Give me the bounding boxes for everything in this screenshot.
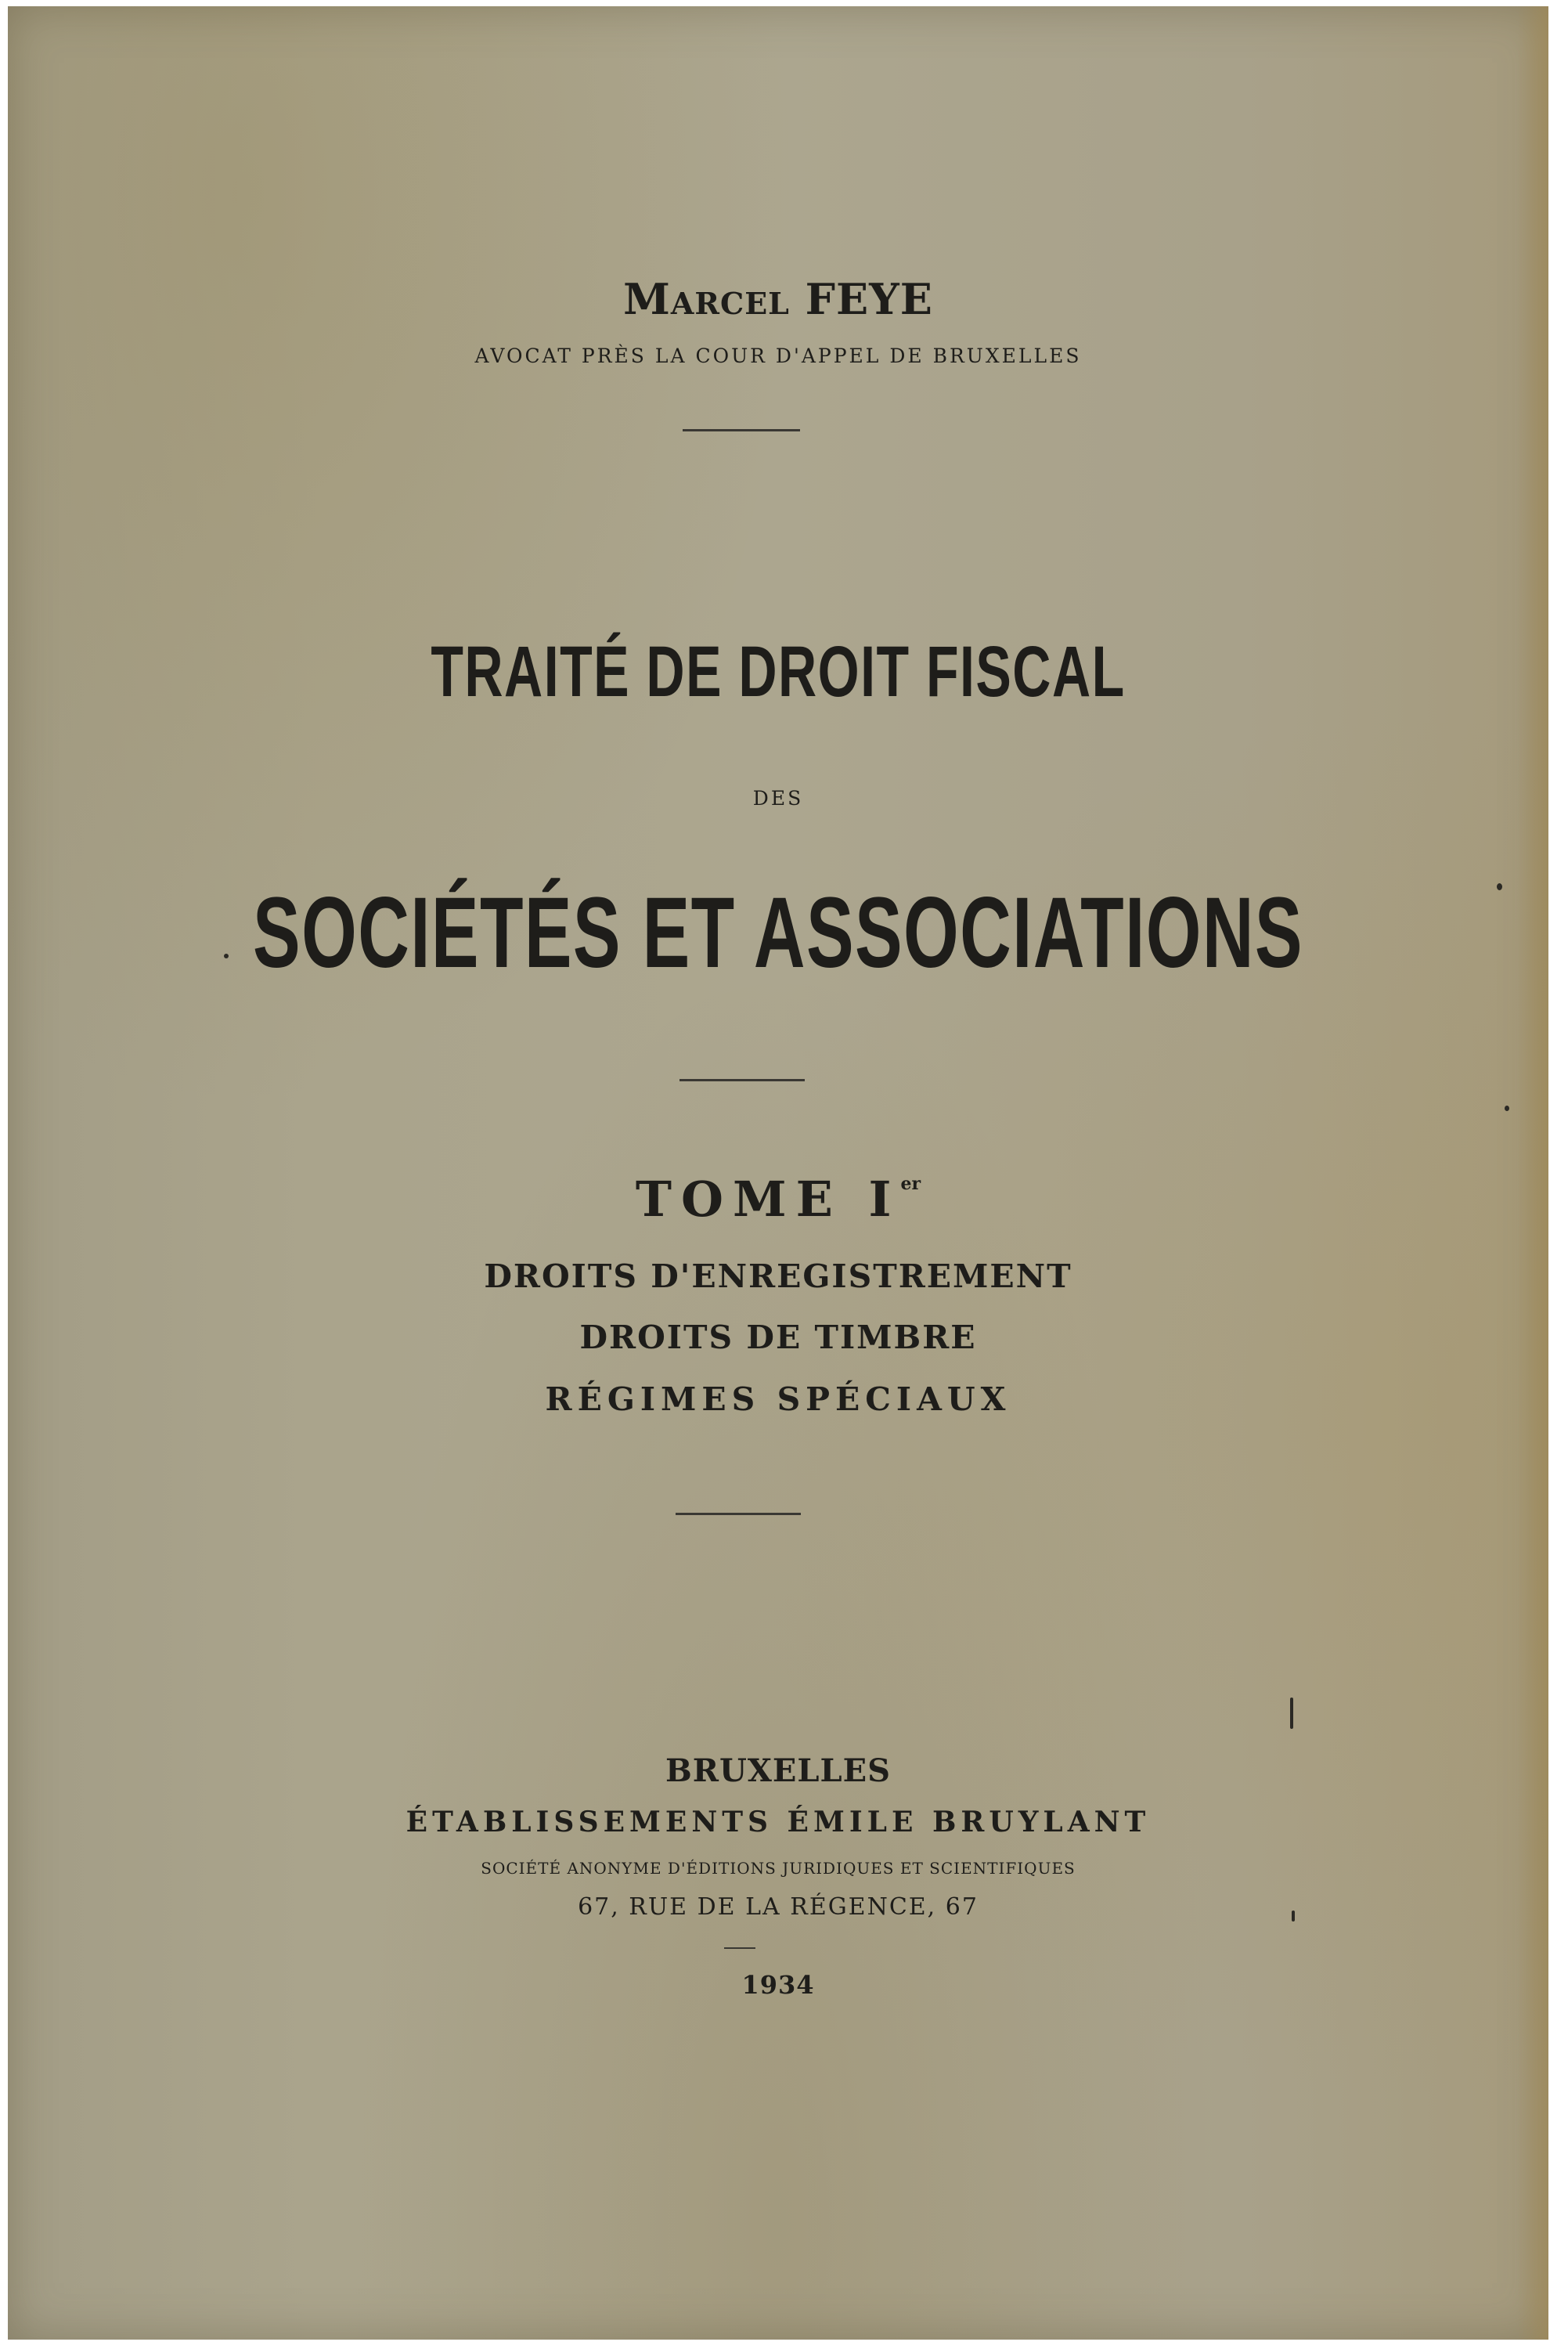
divider-rule xyxy=(679,1079,805,1081)
divider-rule xyxy=(683,429,800,431)
volume-tome-suffix: er xyxy=(900,1174,921,1194)
title-line-1: TRAITÉ DE DROIT FISCAL xyxy=(431,632,1126,712)
imprint-city: BRUXELLES xyxy=(665,1752,892,1789)
imprint-publisher: ÉTABLISSEMENTS ÉMILE BRUYLANT xyxy=(406,1806,1151,1838)
paper-speck xyxy=(1290,1698,1293,1729)
volume-tome: TOME I xyxy=(635,1171,901,1228)
volume-subject: DROITS DE TIMBRE xyxy=(579,1319,977,1356)
paper-speck xyxy=(1497,883,1502,890)
imprint-year: 1934 xyxy=(741,1970,815,2000)
imprint-description: SOCIÉTÉ ANONYME D'ÉDITIONS JURIDIQUES ET SCIENTIFIQUES xyxy=(481,1859,1076,1878)
paper-speck xyxy=(1292,1911,1295,1921)
cover-content xyxy=(8,6,1548,2340)
title-line-2: SOCIÉTÉS ET ASSOCIATIONS xyxy=(253,877,1303,989)
paper-speck xyxy=(224,954,229,958)
paper-speck xyxy=(1505,1106,1509,1111)
author-role: AVOCAT PRÈS LA COUR D'APPEL DE BRUXELLES xyxy=(474,345,1082,367)
title-connector: DES xyxy=(752,787,804,810)
divider-rule xyxy=(676,1513,801,1515)
volume-subject: DROITS D'ENREGISTREMENT xyxy=(484,1257,1072,1295)
small-divider-rule xyxy=(724,1947,755,1949)
imprint-address: 67, RUE DE LA RÉGENCE, 67 xyxy=(578,1893,979,1921)
volume-heading xyxy=(8,1171,1548,1228)
author-name: Marcel FEYE xyxy=(623,274,933,324)
book-cover xyxy=(8,6,1548,2340)
volume-subject: RÉGIMES SPÉCIAUX xyxy=(545,1380,1011,1418)
